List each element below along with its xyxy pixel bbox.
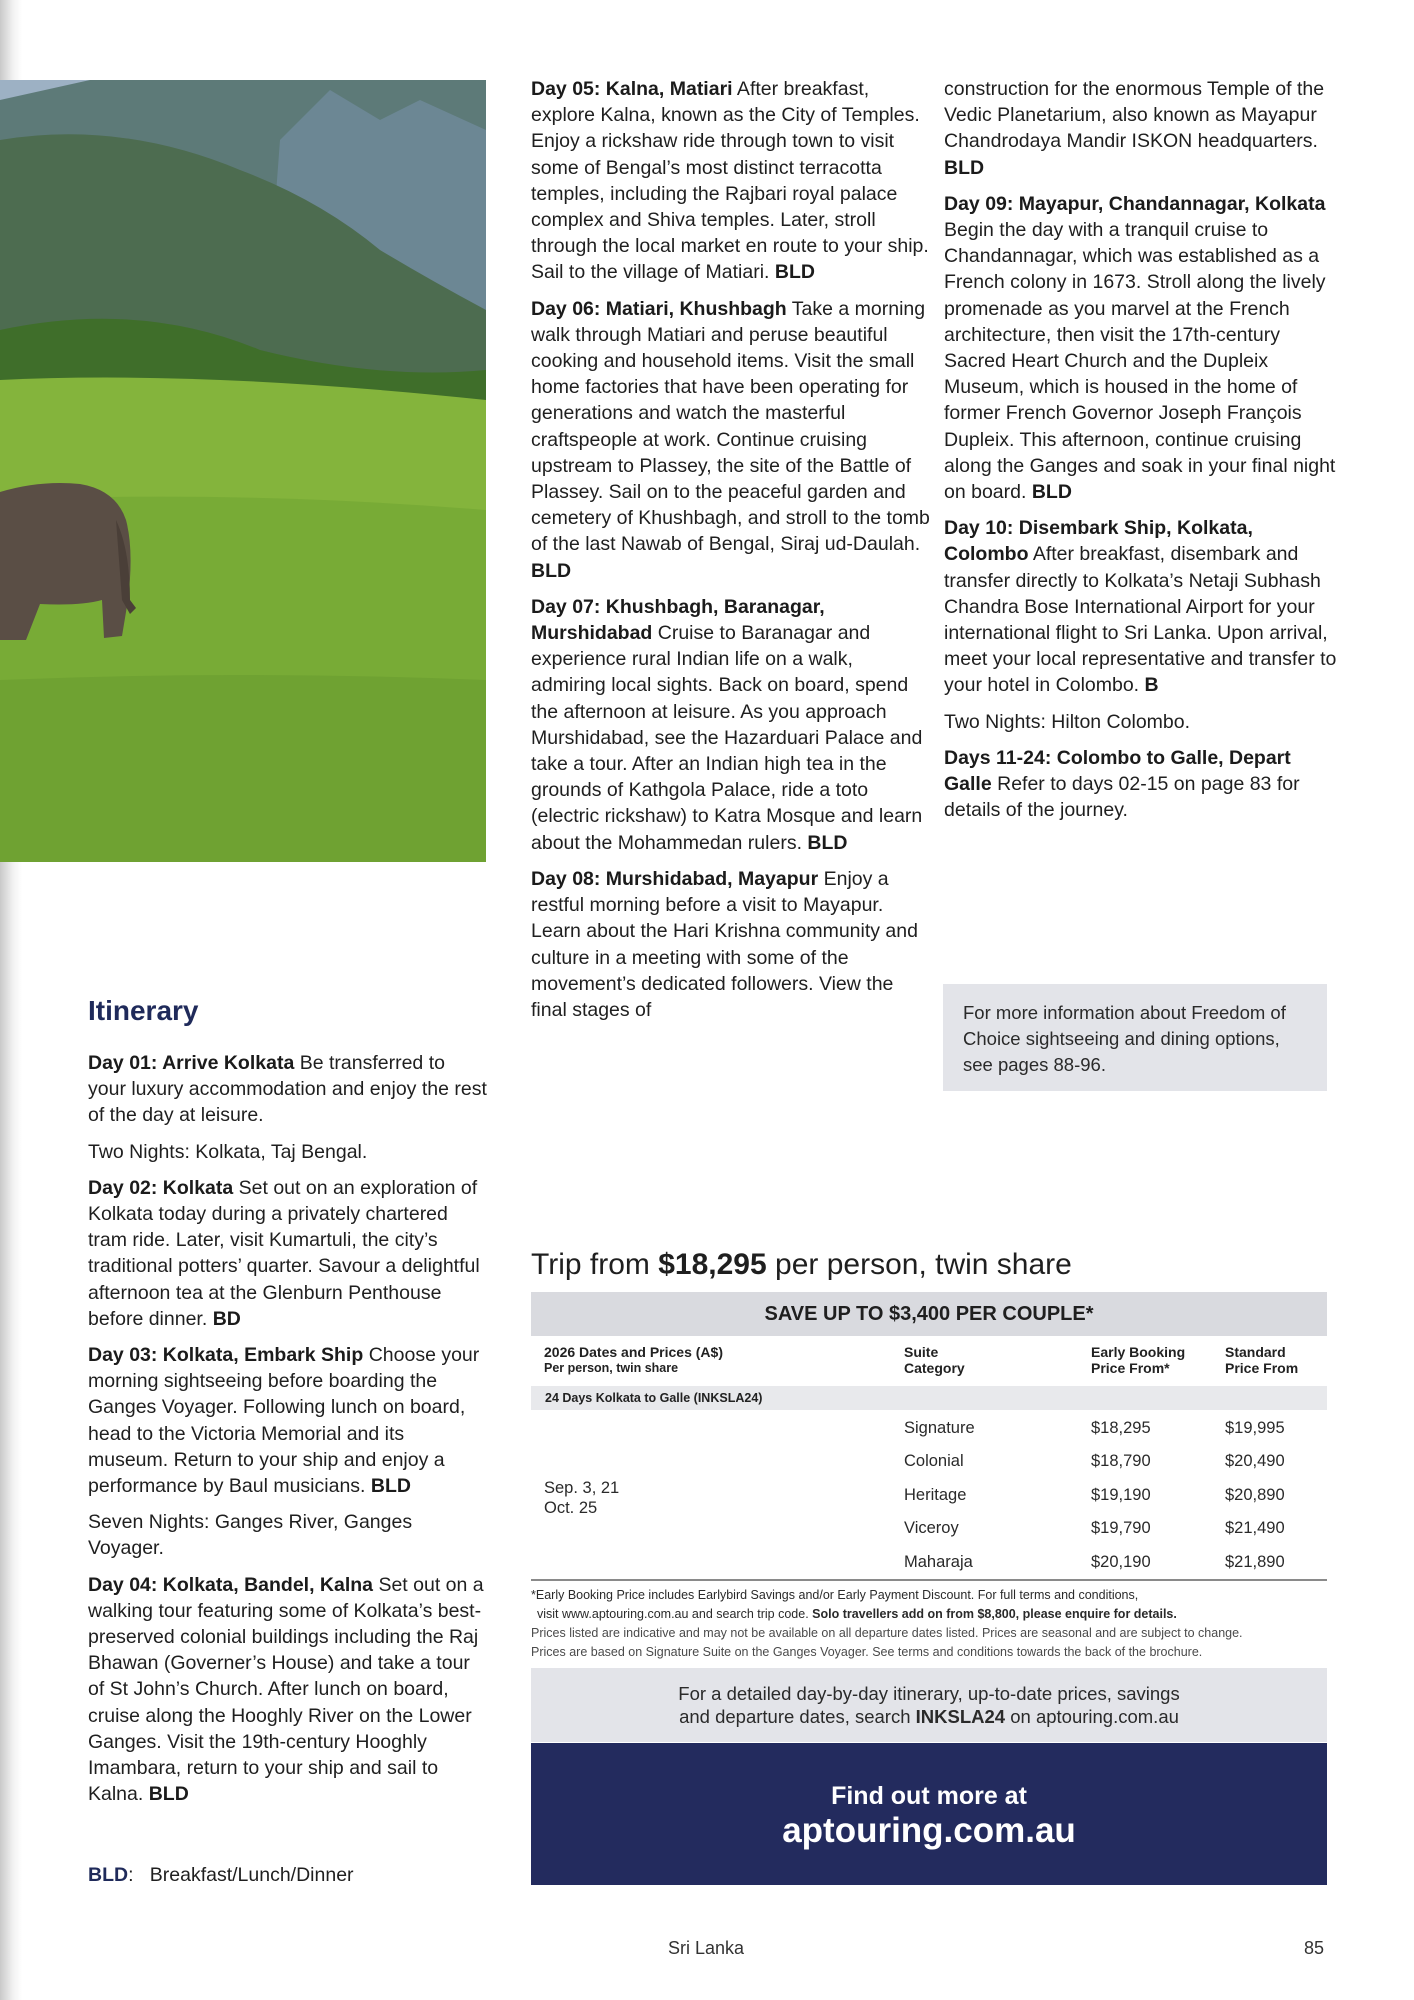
col-standard: Standard Price From [1225,1344,1299,1376]
day-07: Day 07: Khushbagh, Baranagar, Murshidabad Cruise to Baranagar and experience rural Indian life on a walk, admiring local sights. Back on board, spend the afternoon at leisure. As you approach Murshidabad, see the Hazarduari Palace and take a tour. After an Indian high tea in the grounds of Kathgola Palace, ride a toto (electric rickshaw) to Katra Mosque and learn about the Mohammedan rulers. BLD [531,595,923,854]
col-suite: Suite Category [904,1344,965,1376]
itinerary-column-middle [531,76,931,1033]
day-10: Day 10: Disembark Ship, Kolkata, Colombo After breakfast, disembark and transfer directly to Kolkata’s Netaji Subhash Chandra Bose International Airport for your international flight to Sri Lanka. Upon arrival, meet your local representative and transfer to your hotel in Colombo. B [944,517,1337,697]
meal-legend: BLD: Breakfast/Lunch/Dinner [88,1864,354,1886]
table-row: Viceroy $19,790 $21,490 [904,1519,1285,1537]
price-footnotes: *Early Booking Price includes Earlybird Savings and/or Early Payment Discount. For full terms and conditions, visit www.aptouring.com.au and search trip code. Solo travellers add on from $8,800, please enquire for details. Prices listed are indicative and may not be available on all departure dates listed. Prices are seasonal and are subject to change. Prices are based on Signature Suite on the Ganges Voyager. See terms and conditions towards the back of the brochure. [531,1588,1243,1659]
trip-price-heading: Trip from $18,295 per person, twin share [531,1248,1072,1281]
col-early-booking: Early Booking Price From* [1091,1344,1186,1376]
table-row: Signature $18,295 $19,995 [904,1419,1285,1437]
day-06: Day 06: Matiari, Khushbagh Take a morning walk through Matiari and peruse beautiful cooking and household items. Visit the small home factories that have been operating for generations and watch the masterful craftspeople at work. Continue cruising upstream to Plassey, the site of the Battle of Plassey. Sail on to the peaceful garden and cemetery of Khushbagh, and stroll to the tomb of the last Nawab of Bengal, Siraj ud-Daulah. BLD [531,297,930,582]
days-11-24: Days 11-24: Colombo to Galle, Depart Galle Refer to days 02-15 on page 83 for details of the journey. [944,746,1300,822]
day-08: Day 08: Murshidabad, Mayapur Enjoy a restful morning before a visit to Mayapur. Learn about the Hari Krishna community and culture in a meeting with some of the movement’s dedicated followers. View the final stages of [531,867,918,1021]
freedom-of-choice-info: For more information about Freedom of Choice sightseeing and dining options, see pages 88-96. [943,984,1327,1091]
itinerary-title: Itinerary [88,995,199,1026]
day-09: Day 09: Mayapur, Chandannagar, Kolkata Begin the day with a tranquil cruise to Chandannagar, which was established as a French colony in 1673. Stroll along the lively promenade as you marvel at the French architecture, then visit the 17th-century Sacred Heart Church and the Dupleix Museum, which is housed in the home of former French Governor Joseph François Dupleix. This afternoon, continue cruising along the Ganges and soak in your final night on board. BLD [944,192,1336,504]
website-cta-banner[interactable] [531,1743,1327,1885]
day-02: Day 02: Kolkata Set out on an exploration of Kolkata today during a privately chartered tram ride. Later, visit Kumartuli, the city’s traditional potters’ quarter. Savour a delightful afternoon tea at the Glenburn Penthouse before dinner. BD [88,1176,480,1330]
route-row: 24 Days Kolkata to Galle (INKSLA24) [531,1386,1327,1410]
day-01: Day 01: Arrive Kolkata Be transferred to your luxury accommodation and enjoy the rest of the day at leisure. [88,1052,487,1127]
itinerary-column-left [88,1050,488,1817]
departure-dates: Sep. 3, 21 Oct. 25 [544,1479,620,1517]
accommodation-note: Two Nights: Hilton Colombo. [944,710,1191,733]
trip-code-search-info: For a detailed day-by-day itinerary, up-to-date prices, savings and departure dates, search INKSLA24 on aptouring.com.au [531,1668,1327,1742]
table-row: Maharaja $20,190 $21,890 [904,1553,1285,1571]
savings-banner: SAVE UP TO $3,400 PER COUPLE* [531,1292,1327,1336]
itinerary-column-right [944,76,1339,833]
col-dates: 2026 Dates and Prices (A$) Per person, twin share [544,1344,723,1375]
price-table-header [531,1340,1327,1382]
elephant-landscape-photo [0,80,486,862]
accommodation-note: Two Nights: Kolkata, Taj Bengal. [88,1140,368,1163]
footer-section-title: Sri Lanka [668,1938,745,1958]
accommodation-note: Seven Nights: Ganges River, Ganges Voyager. [88,1511,413,1560]
table-divider [531,1579,1327,1581]
cta-line-1: Find out more at [831,1782,1027,1810]
table-row: Heritage $19,190 $20,890 [904,1486,1285,1504]
day-05: Day 05: Kalna, Matiari After breakfast, explore Kalna, known as the City of Temples. Enjoy a rickshaw ride through town to visit some of Bengal’s most distinct terracotta temples, including the Rajbari royal palace complex and Shiva temples. Later, stroll through the local market en route to your ship. Sail to the village of Matiari. BLD [531,78,929,284]
website-link[interactable]: aptouring.com.au [782,1811,1076,1850]
page-number: 85 [1304,1938,1325,1958]
day-03: Day 03: Kolkata, Embark Ship Choose your morning sightseeing before boarding the Ganges Voyager. Following lunch on board, head to the Victoria Memorial and its museum. Return to your ship and enjoy a performance by Baul musicians. BLD [88,1344,480,1498]
day-08-continued: construction for the enormous Temple of the Vedic Planetarium, also known as Mayapur Chandrodaya Mandir ISKON headquarters. BLD [944,78,1325,179]
day-04: Day 04: Kolkata, Bandel, Kalna Set out on a walking tour featuring some of Kolkata’s best-preserved colonial buildings including the Raj Bhawan (Governer’s House) and take a tour of St John’s Church. After lunch on board, cruise along the Hooghly River on the Lower Ganges. Visit the 19th-century Hooghly Imambara, return to your ship and sail to Kalna. BLD [88,1573,484,1806]
table-row: Colonial $18,790 $20,490 [904,1452,1285,1470]
